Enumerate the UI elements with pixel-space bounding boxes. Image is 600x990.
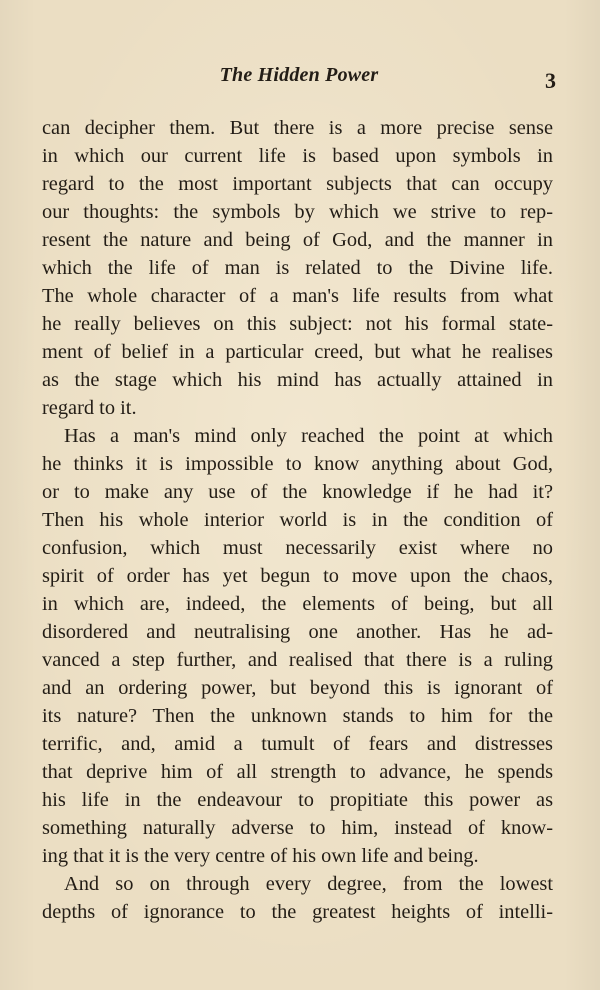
text-line: confusion, which must necessarily exist where no xyxy=(42,537,553,559)
running-title: The Hidden Power xyxy=(219,64,379,86)
text-line: he really believes on this subject: not his formal state- xyxy=(42,313,553,335)
text-line: regard to the most important subjects that can occupy xyxy=(42,173,553,195)
text-line: something naturally adverse to him, instead of know- xyxy=(42,817,553,839)
text-line: in which are, indeed, the elements of being, but all xyxy=(42,593,553,615)
page-number: 3 xyxy=(545,68,556,93)
text-line: and an ordering power, but beyond this is ignorant of xyxy=(42,677,553,699)
text-line: as the stage which his mind has actually attained in xyxy=(42,369,553,391)
text-line: our thoughts: the symbols by which we strive to rep- xyxy=(42,201,553,223)
text-line: in which our current life is based upon symbols in xyxy=(42,145,553,167)
paragraph-start-line: And so on through every degree, from the lowest xyxy=(64,873,553,895)
text-line: his life in the endeavour to propitiate this power as xyxy=(42,789,553,811)
text-line: which the life of man is related to the Divine life. xyxy=(42,257,553,279)
text-line: resent the nature and being of God, and the manner in xyxy=(42,229,553,251)
paragraph-end-line: ing that it is the very centre of his own life and being. xyxy=(42,845,479,867)
body-text xyxy=(42,114,553,926)
text-line: he thinks it is impossible to know anything about God, xyxy=(42,453,553,475)
text-line: vanced a step further, and realised that there is a ruling xyxy=(42,649,553,671)
paragraph-end-line: regard to it. xyxy=(42,397,137,419)
paragraph-start-line: Has a man's mind only reached the point at which xyxy=(64,425,553,447)
text-line: that deprive him of all strength to advance, he spends xyxy=(42,761,553,783)
running-header xyxy=(42,64,556,94)
text-line: Then his whole interior world is in the condition of xyxy=(42,509,553,531)
text-line: or to make any use of the knowledge if he had it? xyxy=(42,481,553,503)
text-line: disordered and neutralising one another. Has he ad- xyxy=(42,621,553,643)
text-line: ment of belief in a particular creed, but what he realises xyxy=(42,341,553,363)
text-line: depths of ignorance to the greatest heights of intelli- xyxy=(42,901,553,923)
text-line: terrific, and, amid a tumult of fears and distresses xyxy=(42,733,553,755)
text-line: can decipher them. But there is a more precise sense xyxy=(42,117,553,139)
text-line: The whole character of a man's life results from what xyxy=(42,285,553,307)
text-line: spirit of order has yet begun to move upon the chaos, xyxy=(42,565,553,587)
text-line: its nature? Then the unknown stands to him for the xyxy=(42,705,553,727)
